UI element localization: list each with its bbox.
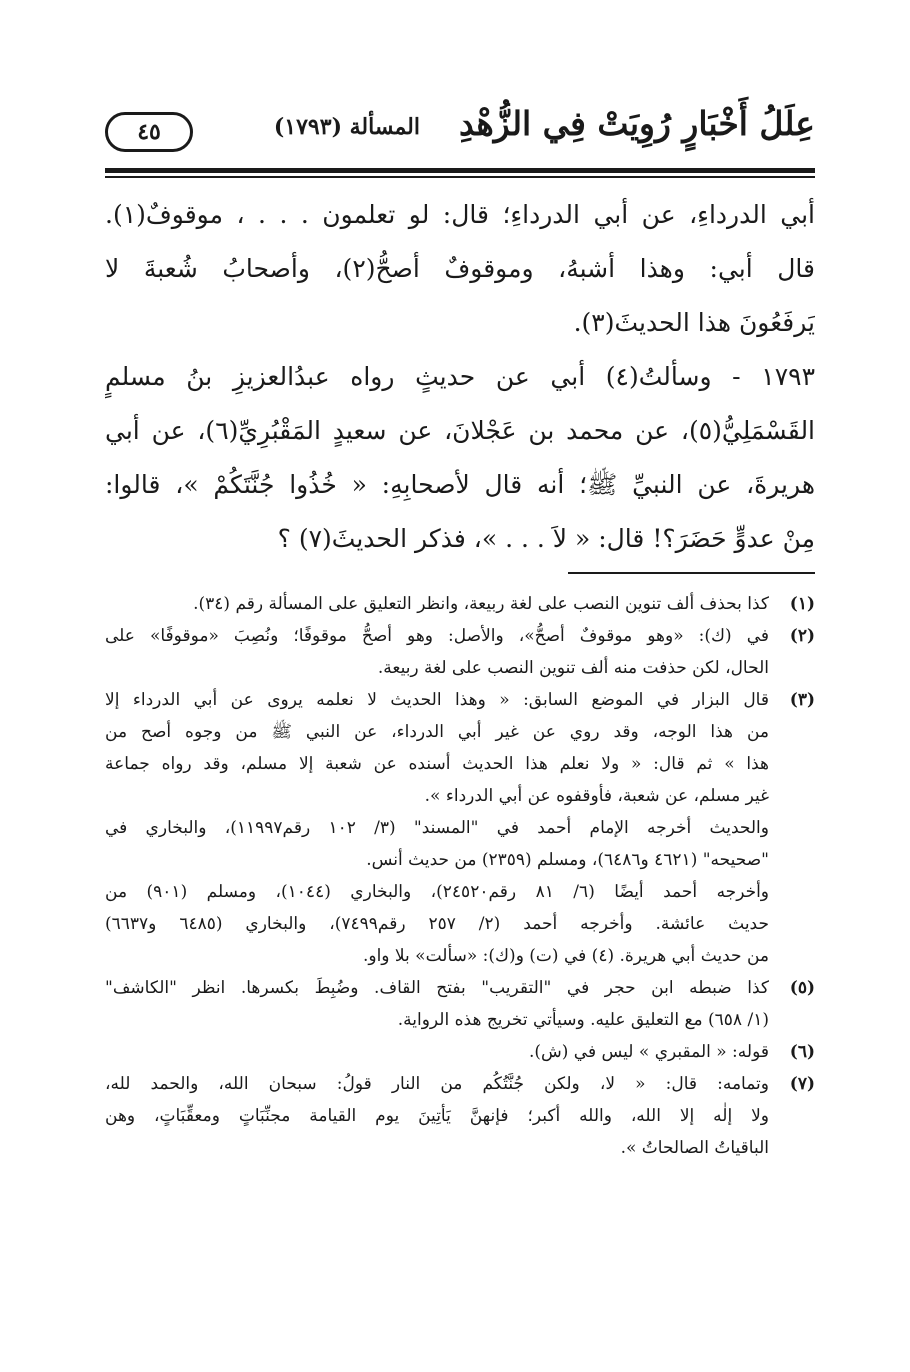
footnote-line: وتمامه: قال: « لا، ولكن جُنَّتُكُم من النار قولُ: سبحان الله، والحمد لله، (105, 1074, 769, 1094)
footnote-number: (٧) (789, 1074, 815, 1094)
footnote-line: (١/ ٦٥٨) مع التعليق عليه. وسيأتي تخريج هذه الرواية. (397, 1010, 769, 1030)
page-number: ٤٥ (137, 119, 161, 145)
main-line: ١٧٩٣ - وسألتُ(٤) أبي عن حديثٍ رواه عبدُالعزيزِ بنُ مسلمٍ (105, 362, 815, 391)
footnote-line: من هذا الوجه، وقد روي عن غير أبي الدرداء، عن النبي ﷺ من وجوه أصح من (105, 722, 769, 742)
main-line: أبي الدرداءِ، عن أبي الدرداءِ؛ قال: لو تعلمون . . . ، موقوفٌ(١). (105, 200, 815, 229)
footnote-line: من حديث أبي هريرة. (٤) في (ت) و(ك): «سألت» بلا واو. (362, 946, 769, 966)
main-line: يَرفَعُونَ هذا الحديثَ(٣). (573, 308, 815, 337)
main-line: قال أبي: وهذا أشبهُ، وموقوفٌ أصحُّ(٢)، وأصحابُ شُعبةَ لا (105, 254, 815, 283)
page-number-badge (105, 112, 193, 152)
footnote-line: كذا بحذف ألف تنوين النصب على لغة ربيعة، وانظر التعليق على المسألة رقم (٣٤). (193, 594, 769, 614)
footnotes (105, 588, 815, 1164)
footnote-separator (568, 572, 815, 574)
footnote-number: (٢) (789, 626, 815, 646)
header-rule-thick (105, 168, 815, 173)
footnote (105, 620, 815, 684)
footnote-line: الحال، لكن حذفت منه ألف تنوين النصب على لغة ربيعة. (377, 658, 769, 678)
footnote-line: وأخرجه أحمد أيضًا (٦/ ٨١ رقم٢٤٥٢٠)، والبخاري (١٠٤٤)، ومسلم (٩٠١) من (105, 882, 769, 902)
footnote-line: غير مسلم، عن شعبة، فأوقفوه عن أبي الدرداء ». (424, 786, 769, 806)
footnote-number: (٥) (789, 978, 815, 998)
footnote-number: (١) (789, 594, 815, 614)
book-title: عِلَلُ أَخْبَارٍ رُوِيَتْ فِي الزُّهْدِ (459, 104, 815, 143)
issue-label: المسألة (١٧٩٣) (273, 114, 420, 140)
footnote-line: ولا إلٰه إلا الله، والله أكبر؛ فإنهنَّ يَأتِينَ يوم القيامة مجنِّبَاتٍ ومعقِّبَاتٍ، وهن (105, 1106, 769, 1126)
page-header (105, 100, 815, 162)
footnote-line: حديث عائشة. وأخرجه أحمد (٢/ ٢٥٧ رقم٧٤٩٩)، والبخاري (٦٤٨٥ و٦٦٣٧) (105, 914, 769, 934)
main-line: القَسْمَلِيُّ(٥)، عن محمد بن عَجْلانَ، عن سعيدٍ المَقْبُرِيِّ(٦)، عن أبي (105, 416, 815, 445)
footnote (105, 1068, 815, 1164)
footnote (105, 1036, 815, 1068)
main-text (105, 188, 815, 566)
footnote (105, 588, 815, 620)
footnote-line: كذا ضبطه ابن حجر في "التقريب" بفتح القاف. وضُبِطَ بكسرها. انظر "الكاشف" (105, 978, 769, 998)
footnote (105, 972, 815, 1036)
footnote-number: (٣) (789, 690, 815, 710)
footnote-line: هذا » ثم قال: « ولا نعلم هذا الحديث أسنده عن شعبة إلا مسلم، وقد رواه جماعة (105, 754, 769, 774)
footnote-line: والحديث أخرجه الإمام أحمد في "المسند" (٣/ ١٠٢ رقم١١٩٩٧)، والبخاري في (105, 818, 769, 838)
main-line: هريرةَ، عن النبيِّ ﷺ؛ أنه قال لأصحابِهِ: « خُذُوا جُنَّتَكُمْ »، قالوا: (105, 470, 815, 499)
main-line: مِنْ عدوٍّ حَضَرَ؟! قال: « لاَ . . . »، فذكر الحديثَ(٧) ؟ (277, 524, 815, 553)
footnote (105, 684, 815, 972)
footnote-line: "صحيحه" (٤٦٢١ و٦٤٨٦)، ومسلم (٢٣٥٩) من حديث أنس. (366, 850, 769, 870)
footnote-line: في (ك): «وهو موقوفٌ أصحُّ»، والأصل: وهو أصحُّ موقوفًا؛ ونُصِبَ «موقوفًا» على (105, 626, 769, 646)
footnote-line: قوله: « المقبري » ليس في (ش). (528, 1042, 769, 1062)
footnote-line: قال البزار في الموضع السابق: « وهذا الحديث لا نعلمه يروى عن أبي الدرداء إلا (105, 690, 769, 710)
footnote-number: (٦) (789, 1042, 815, 1062)
header-rule-thin (105, 176, 815, 178)
footnote-line: الباقياتُ الصالحاتُ ». (620, 1138, 769, 1158)
